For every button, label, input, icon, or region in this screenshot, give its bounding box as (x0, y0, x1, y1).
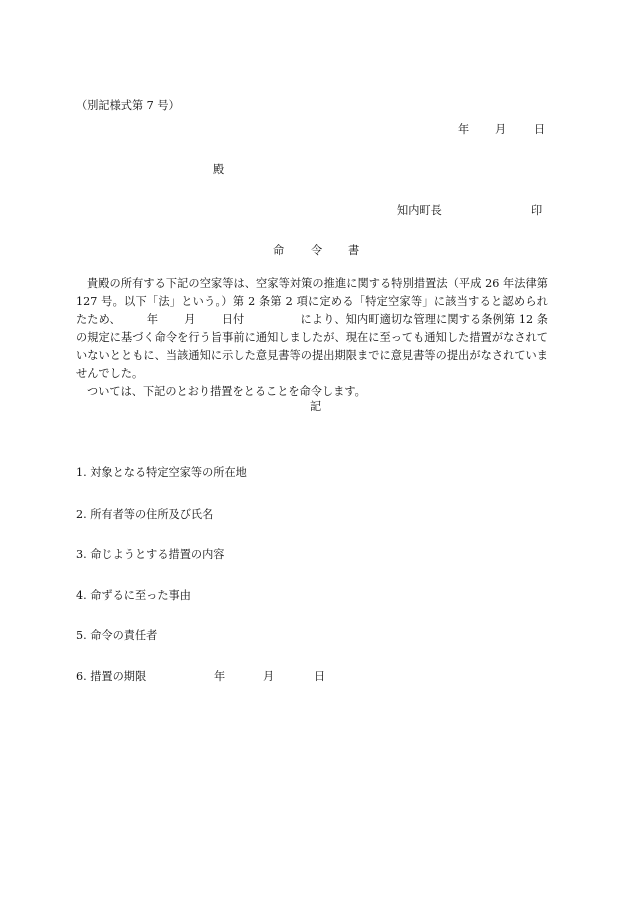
body-text (76, 275, 548, 401)
date-year-label: 年 (458, 123, 470, 136)
deadline-month-label: 月 (263, 670, 275, 683)
seal-mark: 印 (531, 204, 543, 217)
body-paragraph-1 (76, 275, 548, 383)
para1-month-label: 月 (184, 313, 196, 326)
item-responsible: 5. 命令の責任者 (76, 629, 158, 642)
item-measures: 3. 命じようとする措置の内容 (76, 548, 225, 561)
para1-day-label: 日付 (221, 313, 245, 326)
doc-title-char-2: 令 (311, 244, 323, 257)
body-paragraph-2: ついては、下記のとおり措置をとることを命令します。 (87, 385, 366, 398)
deadline-year-label: 年 (214, 670, 226, 683)
para1-part-b: により、知内町適切な管理に関する条例第 12 条の規定に基づく命令を行う旨事前に通知しましたが、現在に至っても通知した措置がなされていないとともに、当該通知に示した意見書等の提出期限までに意見書等の提出がなされていませんでした。 (76, 313, 548, 380)
para1-year-label: 年 (146, 313, 159, 326)
item-location: 1. 対象となる特定空家等の所在地 (76, 466, 247, 479)
doc-title-char-3: 書 (348, 244, 360, 257)
ki-marker: 記 (310, 400, 322, 413)
addressee-suffix: 殿 (213, 163, 225, 176)
form-label: （別記様式第 7 号） (76, 99, 180, 112)
item-reason: 4. 命ずるに至った事由 (76, 589, 191, 602)
date-month-label: 月 (495, 123, 507, 136)
deadline-day-label: 日 (314, 670, 326, 683)
date-day-label: 日 (534, 123, 546, 136)
doc-title-char-1: 命 (273, 244, 285, 257)
item-owner: 2. 所有者等の住所及び氏名 (76, 508, 214, 521)
item-deadline: 6. 措置の期限 (76, 670, 147, 683)
para1-part-a: 貴殿の所有する下記の空家等は、空家等対策の推進に関する特別措置法（平成 26 年法律第 127 号。以下「法」という。）第 2 条第 2 項に定める「特定空家等」に該当すると認められたため、 (76, 277, 548, 326)
issuer-title: 知内町長 (397, 204, 442, 217)
